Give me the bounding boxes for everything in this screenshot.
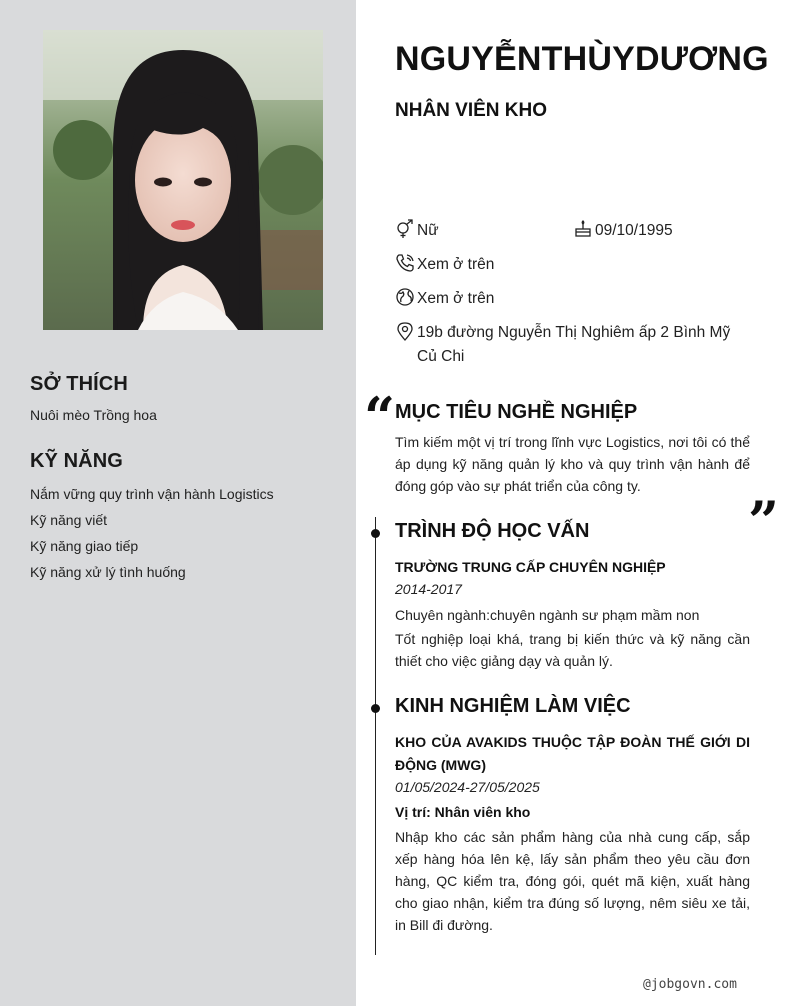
location-pin-icon: [395, 321, 417, 343]
timeline-dot-education: [371, 529, 380, 538]
address-value: 19b đường Nguyễn Thị Nghiêm ấp 2 Bình Mỹ Củ Chi: [417, 324, 731, 365]
experience-period: 01/05/2024-27/05/2025: [395, 779, 540, 795]
birthday-row: [573, 219, 673, 243]
skill-item: Kỹ năng viết: [30, 512, 108, 528]
hobbies-title: SỞ THÍCH: [30, 373, 128, 395]
skills-title: KỸ NĂNG: [30, 450, 123, 472]
phone-row: [395, 253, 494, 277]
hobbies-text: Nuôi mèo Trồng hoa: [30, 407, 157, 423]
cake-icon: [573, 219, 595, 241]
address-row: [395, 321, 750, 369]
website-value: Xem ở trên: [417, 290, 495, 307]
gender-row: [395, 219, 439, 243]
job-position: NHÂN VIÊN KHO: [395, 100, 548, 121]
quote-open-icon: “: [364, 385, 396, 449]
website-row: [395, 287, 494, 311]
quote-close-icon: ”: [748, 489, 780, 553]
objective-title: MỤC TIÊU NGHỀ NGHIỆP: [395, 401, 638, 423]
birthday-value: 09/10/1995: [595, 222, 673, 239]
education-school: TRƯỜNG TRUNG CẤP CHUYÊN NGHIỆP: [395, 559, 666, 575]
gender-value: Nữ: [417, 222, 439, 239]
sidebar: [0, 0, 356, 1006]
gender-icon: [395, 219, 417, 241]
skill-item: Nắm vững quy trình vận hành Logistics: [30, 486, 274, 502]
objective-text: Tìm kiếm một vị trí trong lĩnh vực Logistics, nơi tôi có thể áp dụng kỹ năng quản lý kho và quy trình vận hành để đóng góp vào sự phát triển của công ty.: [395, 434, 750, 494]
candidate-name: NGUYỄNTHÙYDƯƠNG: [395, 40, 769, 78]
experience-company: KHO CỦA AVAKIDS THUỘC TẬP ĐOÀN THẾ GIỚI DI ĐỘNG (MWG): [395, 734, 750, 773]
timeline-dot-experience: [371, 704, 380, 713]
education-title: TRÌNH ĐỘ HỌC VẤN: [395, 520, 590, 542]
skill-item: Kỹ năng xử lý tình huống: [30, 564, 186, 580]
education-description: Tốt nghiệp loại khá, trang bị kiến thức và kỹ năng cần thiết cho việc giảng dạy và quản lý.: [395, 631, 750, 669]
skill-item: Kỹ năng giao tiếp: [30, 538, 139, 554]
timeline-line: [375, 517, 376, 955]
watermark: @jobgovn.com: [643, 977, 737, 992]
education-major: Chuyên ngành:chuyên ngành sư phạm mầm non: [395, 607, 700, 623]
profile-photo: [43, 30, 323, 330]
experience-role: Vị trí: Nhân viên kho: [395, 804, 531, 820]
globe-icon: [395, 287, 417, 309]
education-period: 2014-2017: [395, 581, 462, 597]
experience-title: KINH NGHIỆM LÀM VIỆC: [395, 695, 631, 717]
main-content: [356, 0, 790, 1006]
experience-description: Nhập kho các sản phẩm hàng của nhà cung cấp, sắp xếp hàng hóa lên kệ, lấy sản phẩm theo yêu cầu đơn hàng, QC kiểm tra, đóng gói, quét mã kiện, xuất hàng cho giao nhận, kiểm tra đúng số lượng, nêm siêu xe tải, in Bill đi đường.: [395, 829, 750, 933]
phone-value: Xem ở trên: [417, 256, 495, 273]
phone-icon: [395, 253, 417, 275]
